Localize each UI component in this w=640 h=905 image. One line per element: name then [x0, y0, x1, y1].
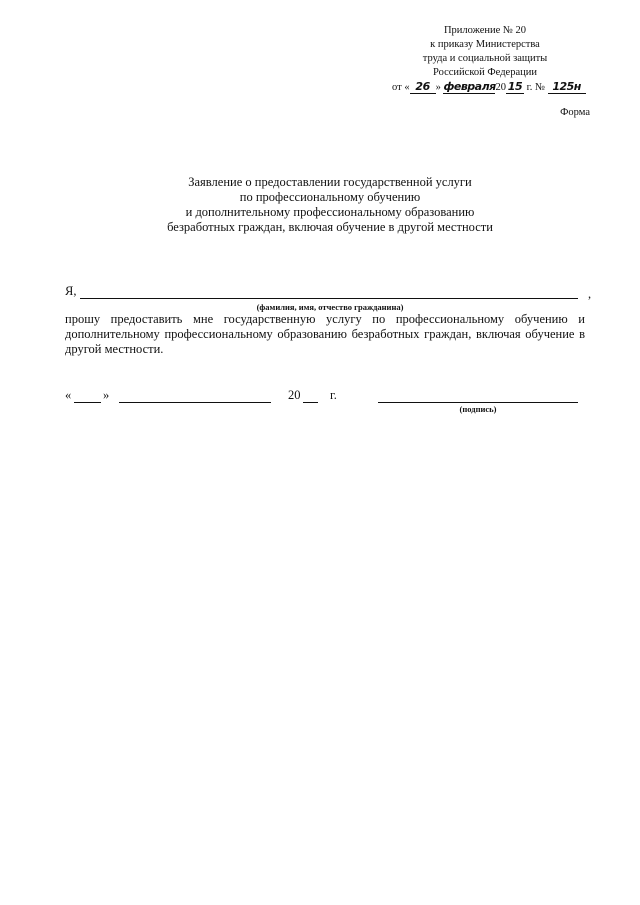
title-line-2: по профессиональному обучению: [239, 190, 421, 204]
request-text: прошу предоставить мне государственную услугу по профессиональному обучению и дополнительному профессиональному образованию безработных граждан, включая обучение в другой местности.: [65, 312, 585, 356]
date-close-quote: »: [103, 388, 110, 402]
appendix-number: Приложение № 20: [443, 25, 527, 36]
applicant-name-hint: (фамилия, имя, отчество гражданина): [256, 302, 404, 312]
appendix-order-ref: к приказу Министерства: [430, 39, 540, 50]
signature-field[interactable]: [378, 402, 578, 403]
appendix-ministry: труда и социальной защиты: [422, 53, 548, 64]
order-date-day: 26: [410, 81, 436, 94]
signature-hint: (подпись): [459, 404, 497, 414]
applicant-name-field[interactable]: [80, 298, 578, 299]
title-line-1: Заявление о предоставлении государственной услуги: [188, 175, 472, 189]
applicant-prefix: Я,: [65, 284, 77, 298]
form-label: Форма: [560, 107, 590, 118]
title-line-3: и дополнительному профессиональному образованию: [185, 205, 475, 219]
order-number-prefix: г. №: [526, 82, 545, 93]
order-date-month: февраля: [443, 80, 496, 93]
date-day-field[interactable]: [74, 402, 101, 403]
order-date-year: 15: [507, 80, 523, 93]
order-date-mid: »: [435, 82, 441, 93]
date-year-suffix: г.: [330, 388, 337, 402]
order-date-prefix: от «: [392, 82, 410, 93]
date-year-prefix: 20: [288, 388, 301, 402]
order-date-year-prefix: 20: [495, 82, 506, 93]
date-year-field[interactable]: [303, 402, 318, 403]
date-month-field[interactable]: [119, 402, 271, 403]
order-number: 125н: [548, 81, 586, 94]
title-line-4: безработных граждан, включая обучение в другой местности: [167, 220, 493, 234]
date-open-quote: «: [65, 388, 72, 402]
applicant-suffix: ,: [588, 287, 592, 301]
order-date-line: [392, 80, 592, 95]
appendix-country: Российской Федерации: [433, 67, 537, 78]
